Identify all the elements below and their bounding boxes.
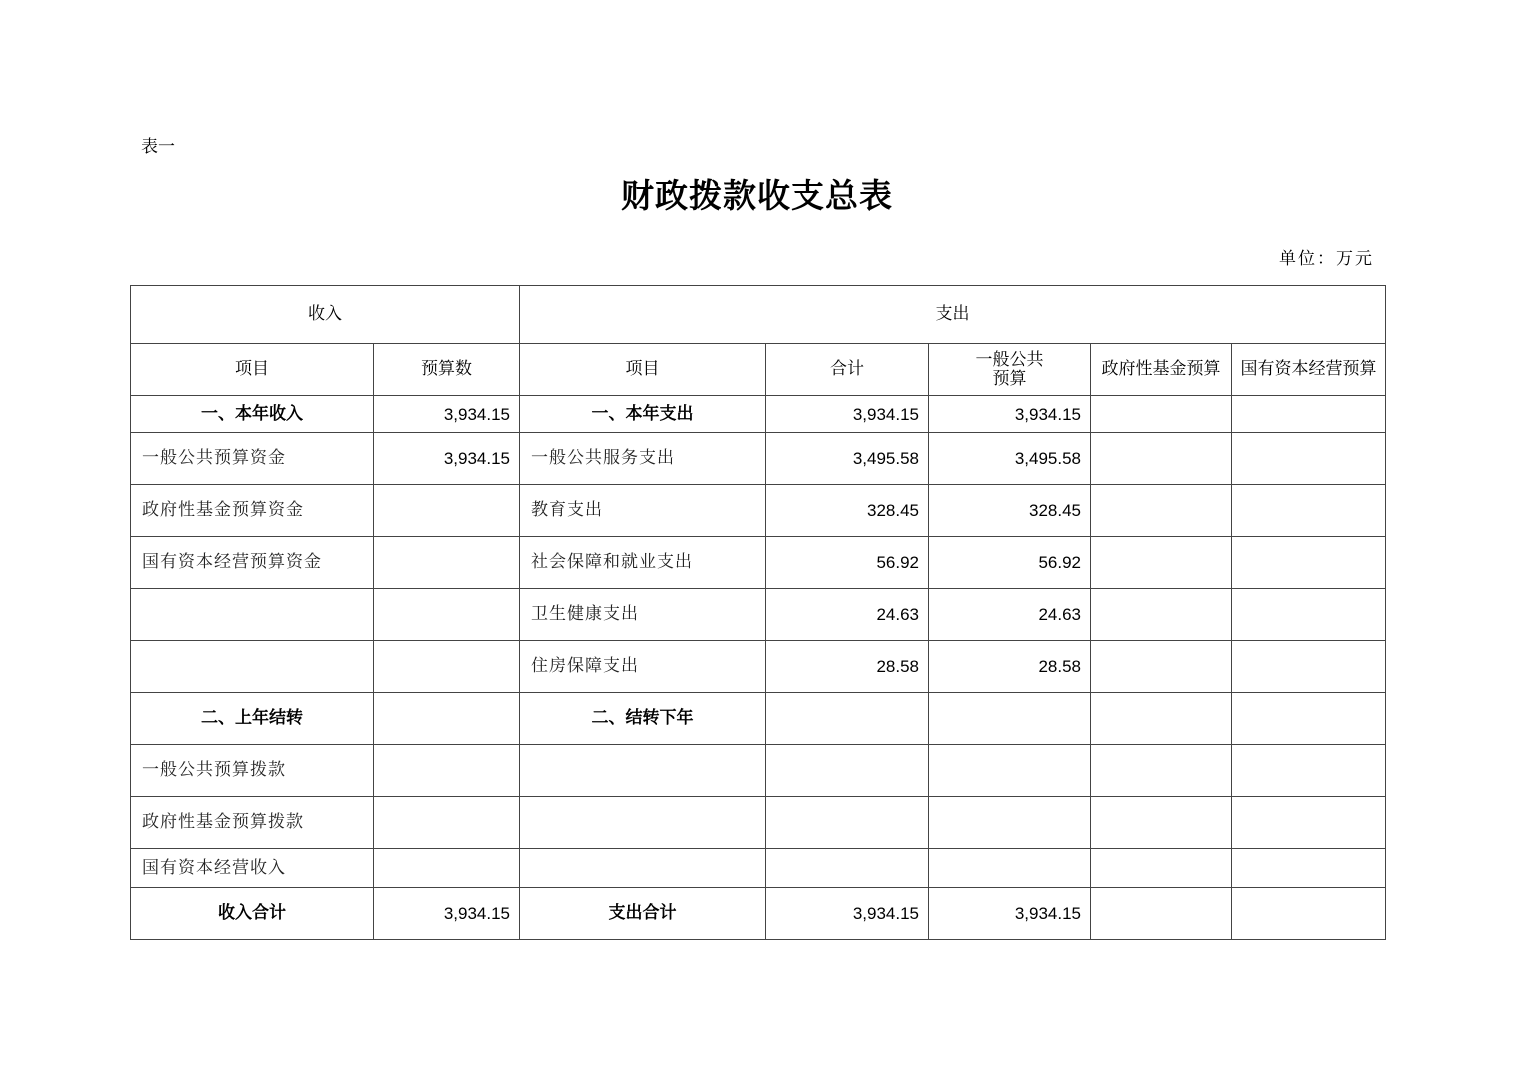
cell-gov-fund <box>1091 641 1232 693</box>
col-header-gov-fund: 政府性基金预算 <box>1091 344 1232 396</box>
cell-expense-item: 住房保障支出 <box>520 641 766 693</box>
col-header-general-public <box>929 344 1091 396</box>
cell-income-budget <box>374 745 520 797</box>
cell-total: 56.92 <box>766 537 929 589</box>
cell-general-public: 56.92 <box>929 537 1091 589</box>
cell-state-capital <box>1232 589 1386 641</box>
cell-state-capital <box>1232 396 1386 433</box>
cell-expense-item: 一、本年支出 <box>520 396 766 433</box>
cell-expense-item: 一般公共服务支出 <box>520 433 766 485</box>
table-row <box>131 433 1386 485</box>
table-row <box>131 589 1386 641</box>
table-row <box>131 849 1386 888</box>
cell-expense-item: 二、结转下年 <box>520 693 766 745</box>
cell-general-public: 24.63 <box>929 589 1091 641</box>
table-number-label: 表一 <box>141 137 175 157</box>
cell-general-public: 3,934.15 <box>929 888 1091 940</box>
col-header-general-public-line1: 一般公共 <box>975 349 1044 370</box>
cell-income-budget: 3,934.15 <box>374 888 520 940</box>
income-section-header: 收入 <box>131 286 520 344</box>
cell-income-item: 一般公共预算资金 <box>131 433 374 485</box>
cell-income-item: 一般公共预算拨款 <box>131 745 374 797</box>
cell-gov-fund <box>1091 693 1232 745</box>
cell-total <box>766 693 929 745</box>
cell-general-public: 3,495.58 <box>929 433 1091 485</box>
cell-total: 3,934.15 <box>766 888 929 940</box>
cell-income-item: 一、本年收入 <box>131 396 374 433</box>
cell-expense-item: 卫生健康支出 <box>520 589 766 641</box>
cell-income-item <box>131 641 374 693</box>
col-header-income-item: 项目 <box>131 344 374 396</box>
fiscal-summary-table <box>130 285 1386 940</box>
cell-state-capital <box>1232 797 1386 849</box>
cell-general-public: 3,934.15 <box>929 396 1091 433</box>
col-header-general-public-line2: 预算 <box>992 368 1027 389</box>
cell-general-public: 28.58 <box>929 641 1091 693</box>
table-row <box>131 396 1386 433</box>
cell-total <box>766 797 929 849</box>
cell-expense-item <box>520 849 766 888</box>
cell-gov-fund <box>1091 849 1232 888</box>
cell-income-item <box>131 589 374 641</box>
table-row <box>131 485 1386 537</box>
cell-total: 328.45 <box>766 485 929 537</box>
cell-income-item: 政府性基金预算拨款 <box>131 797 374 849</box>
cell-total: 3,934.15 <box>766 396 929 433</box>
cell-state-capital <box>1232 693 1386 745</box>
cell-expense-item: 教育支出 <box>520 485 766 537</box>
cell-general-public <box>929 849 1091 888</box>
cell-income-budget <box>374 641 520 693</box>
cell-income-budget: 3,934.15 <box>374 433 520 485</box>
cell-state-capital <box>1232 433 1386 485</box>
page-title: 财政拨款收支总表 <box>621 176 893 215</box>
cell-income-item: 国有资本经营预算资金 <box>131 537 374 589</box>
cell-expense-item: 支出合计 <box>520 888 766 940</box>
cell-total: 28.58 <box>766 641 929 693</box>
table-row <box>131 641 1386 693</box>
cell-total: 3,495.58 <box>766 433 929 485</box>
cell-gov-fund <box>1091 433 1232 485</box>
table-row <box>131 888 1386 940</box>
cell-total <box>766 745 929 797</box>
cell-gov-fund <box>1091 485 1232 537</box>
cell-expense-item <box>520 797 766 849</box>
col-header-state-capital: 国有资本经营预算 <box>1232 344 1386 396</box>
cell-gov-fund <box>1091 589 1232 641</box>
cell-general-public <box>929 693 1091 745</box>
table-row <box>131 745 1386 797</box>
cell-gov-fund <box>1091 797 1232 849</box>
cell-income-budget: 3,934.15 <box>374 396 520 433</box>
cell-state-capital <box>1232 537 1386 589</box>
cell-state-capital <box>1232 745 1386 797</box>
cell-income-budget <box>374 537 520 589</box>
section-header-row <box>131 286 1386 344</box>
column-header-row <box>131 344 1386 396</box>
cell-income-budget <box>374 693 520 745</box>
col-header-expense-item: 项目 <box>520 344 766 396</box>
cell-gov-fund <box>1091 537 1232 589</box>
cell-total <box>766 849 929 888</box>
cell-general-public: 328.45 <box>929 485 1091 537</box>
cell-income-budget <box>374 485 520 537</box>
table-row <box>131 797 1386 849</box>
cell-income-budget <box>374 589 520 641</box>
cell-state-capital <box>1232 485 1386 537</box>
cell-gov-fund <box>1091 888 1232 940</box>
cell-expense-item: 社会保障和就业支出 <box>520 537 766 589</box>
expense-section-header: 支出 <box>520 286 1386 344</box>
unit-label: 单位：万元 <box>1279 249 1374 269</box>
cell-income-budget <box>374 797 520 849</box>
cell-gov-fund <box>1091 745 1232 797</box>
table-row <box>131 693 1386 745</box>
cell-income-budget <box>374 849 520 888</box>
cell-state-capital <box>1232 641 1386 693</box>
cell-income-item: 二、上年结转 <box>131 693 374 745</box>
cell-expense-item <box>520 745 766 797</box>
col-header-total: 合计 <box>766 344 929 396</box>
cell-state-capital <box>1232 849 1386 888</box>
cell-income-item: 收入合计 <box>131 888 374 940</box>
cell-general-public <box>929 745 1091 797</box>
cell-general-public <box>929 797 1091 849</box>
cell-total: 24.63 <box>766 589 929 641</box>
cell-income-item: 国有资本经营收入 <box>131 849 374 888</box>
cell-state-capital <box>1232 888 1386 940</box>
col-header-income-budget: 预算数 <box>374 344 520 396</box>
cell-gov-fund <box>1091 396 1232 433</box>
table-row <box>131 537 1386 589</box>
cell-income-item: 政府性基金预算资金 <box>131 485 374 537</box>
